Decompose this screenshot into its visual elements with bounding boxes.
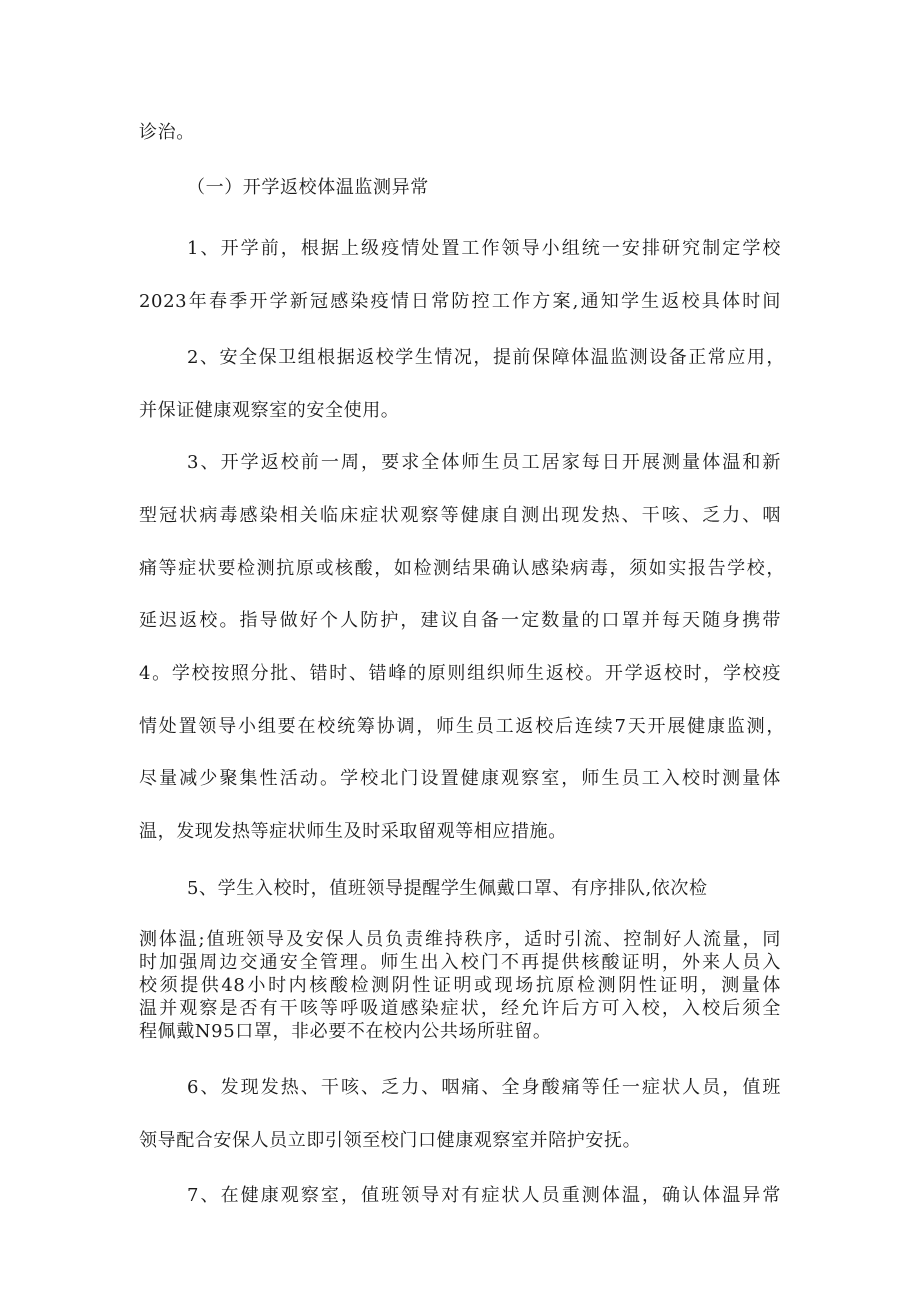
text-line: 诊治。 <box>139 122 195 143</box>
text-line: 1、开学前，根据上级疫情处置工作领导小组统一安排研究制定学校 <box>187 238 781 259</box>
text-line: 6、发现发热、干咳、乏力、咽痛、全身酸痛等任一症状人员，值班 <box>187 1077 781 1098</box>
text-line: 2、安全保卫组根据返校学生情况，提前保障体温监测设备正常应用， <box>187 347 785 368</box>
text-line: 延迟返校。指导做好个人防护，建议自备一定数量的口罩并每天随身携带 <box>139 610 781 631</box>
text-line: 型冠状病毒感染相关临床症状观察等健康自测出现发热、干咳、乏力、咽 <box>139 505 781 526</box>
text-line: 7、在健康观察室，值班领导对有症状人员重测体温，确认体温异常 <box>187 1185 781 1206</box>
text-line: 2023年春季开学新冠感染疫情日常防控工作方案,通知学生返校具体时间 <box>139 291 781 312</box>
text-line: 测体温;值班领导及安保人员负责维持秩序，适时引流、控制好人流量，同 <box>139 929 781 950</box>
text-line: 痛等症状要检测抗原或核酸，如检测结果确认感染病毒，须如实报告学校， <box>139 558 785 579</box>
text-line: 并保证健康观察室的安全使用。 <box>139 400 400 421</box>
text-line: 温并观察是否有干咳等呼吸道感染症状，经允许后方可入校，入校后须全 <box>139 998 781 1019</box>
text-line: 情处置领导小组要在校统筹协调，师生员工返校后连续7天开展健康监测， <box>139 716 785 737</box>
section-heading: （一）开学返校体温监测异常 <box>187 177 429 198</box>
text-line: 3、开学返校前一周，要求全体师生员工居家每日开展测量体温和新 <box>187 452 781 473</box>
text-line: 4。学校按照分批、错时、错峰的原则组织师生返校。开学返校时，学校疫 <box>139 663 781 684</box>
text-line: 温，发现发热等症状师生及时采取留观等相应措施。 <box>139 821 567 842</box>
text-line: 时加强周边交通安全管理。师生出入校门不再提供核酸证明，外来人员入 <box>139 952 781 973</box>
text-line: 5、学生入校时，值班领导提醒学生佩戴口罩、有序排队,依次检 <box>187 878 708 899</box>
text-line: 领导配合安保人员立即引领至校门口健康观察室并陪护安抚。 <box>139 1130 642 1151</box>
text-line: 校须提供48小时内核酸检测阴性证明或现场抗原检测阴性证明，测量体 <box>139 975 781 996</box>
text-line: 尽量减少聚集性活动。学校北门设置健康观察室，师生员工入校时测量体 <box>139 768 781 789</box>
text-line: 程佩戴N95口罩，非必要不在校内公共场所驻留。 <box>139 1021 552 1042</box>
